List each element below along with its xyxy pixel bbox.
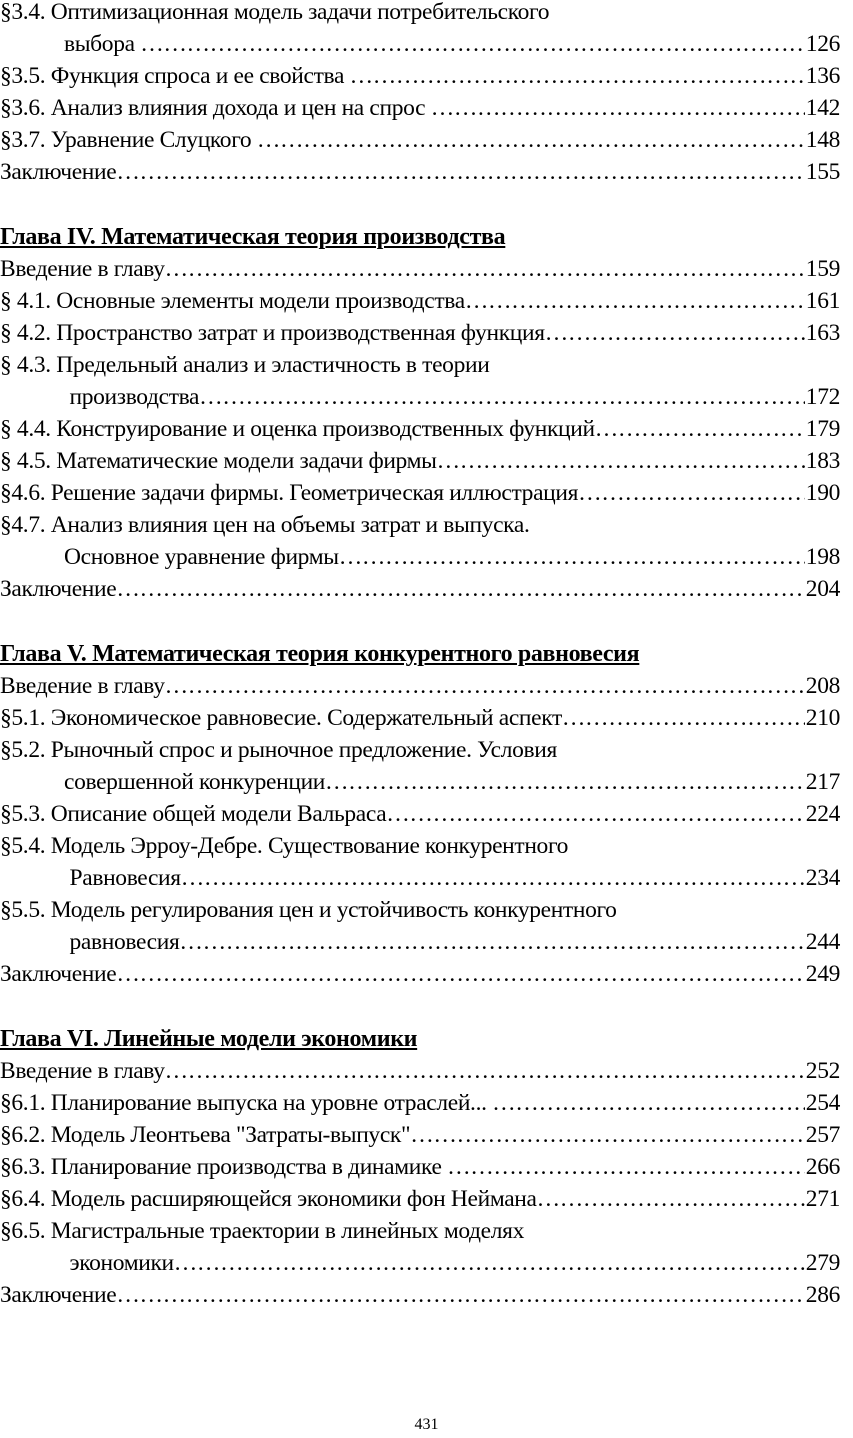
toc-entry [0,541,840,573]
toc-entry [0,798,840,830]
toc-entry-title: Глава VI. Линейные модели экономики [0,1026,418,1052]
toc-entry-title: §6.1. Планирование выпуска на уровне отраслей... [0,1090,493,1116]
dot-leader [179,926,804,958]
toc-entry-title: Заключение [0,576,117,602]
toc-entry-title: Введение в главу [0,1058,165,1084]
page-number: 431 [414,1416,439,1433]
toc-entry [0,958,840,990]
dot-leader [447,1151,805,1183]
dot-leader [116,1279,804,1311]
dot-leader [116,958,804,990]
toc-entry [0,413,840,445]
toc-entry-title: § 4.1. Основные элементы модели производства [0,288,465,314]
dot-leader [339,541,805,573]
toc-entry-page: 190 [805,480,840,506]
dot-leader [174,1247,805,1279]
toc-entry-title: Глава IV. Математическая теория производства [0,224,506,250]
blank-line [0,188,840,221]
toc-entry-title: Равновесия [64,865,181,891]
toc-entry-page: 252 [805,1058,840,1084]
toc-entry [0,766,840,798]
toc-entry-title: §5.5. Модель регулирования цен и устойчивость конкурентного [0,897,617,923]
toc-entry [0,509,840,541]
toc-entry [0,670,840,702]
dot-leader [165,670,805,702]
dot-leader [116,156,804,188]
toc-entry-title: Введение в главу [0,256,165,282]
toc-entry-page: 254 [805,1090,840,1116]
toc-entry-title: § 4.4. Конструирование и оценка производственных функций [0,416,595,442]
toc-entry [0,1215,840,1247]
dot-leader [350,60,805,92]
dot-leader [165,253,805,285]
toc-entry [0,1151,840,1183]
toc-entry-title: §5.3. Описание общей модели Вальраса [0,801,387,827]
dot-leader [410,1119,805,1151]
toc-entry [0,926,840,958]
dot-leader [140,28,805,60]
toc-entry-title: §3.7. Уравнение Слуцкого [0,127,257,153]
toc-entry-title: Заключение [0,159,117,185]
toc-entry-title: §6.3. Планирование производства в динамике [0,1154,448,1180]
toc-entry [0,734,840,766]
toc-entry-title: §6.5. Магистральные траектории в линейных моделях [0,1218,524,1244]
toc-entry-title: §4.7. Анализ влияния цен на объемы затрат и выпуска. [0,512,530,538]
toc-entry-page: 210 [805,705,840,731]
toc-entry-page: 249 [805,961,840,987]
toc-entry-title: производства [64,384,200,410]
toc-entry [0,253,840,285]
toc-entry-page: 159 [805,256,840,282]
toc-entry-title: § 4.3. Предельный анализ и эластичность в теории [0,352,490,378]
toc-entry-title: Основное уравнение фирмы [64,544,339,570]
toc-entry [0,92,840,124]
dot-leader [165,1055,805,1087]
chapter-heading [0,1023,840,1055]
toc-entry-title: §5.2. Рыночный спрос и рыночное предложение. Условия [0,737,557,763]
toc-entry-page: 279 [805,1250,840,1276]
toc-entry-page: 198 [805,544,840,570]
toc-entry-title: §6.4. Модель расширяющейся экономики фон Неймана [0,1186,537,1212]
dot-leader [325,766,805,798]
toc-entry [0,0,840,28]
toc-entry-title: § 4.5. Математические модели задачи фирмы [0,448,437,474]
dot-leader [386,798,805,830]
toc-entry-title: Заключение [0,961,117,987]
toc-entry-page: 208 [805,673,840,699]
toc-entry-page: 142 [805,95,840,121]
blank-line [0,990,840,1023]
dot-leader [545,317,805,349]
chapter-heading [0,638,840,670]
toc-entry-page: 244 [805,929,840,955]
toc-entry [0,445,840,477]
toc-entry [0,285,840,317]
toc-entry-page: 155 [805,159,840,185]
toc-entry-title: Введение в главу [0,673,165,699]
toc-entry [0,1055,840,1087]
toc-entry-page: 148 [805,127,840,153]
toc-entry [0,894,840,926]
toc-entry-page: 126 [805,31,840,57]
toc-entry-title: выбора [64,31,141,57]
dot-leader [199,381,805,413]
toc-entry [0,317,840,349]
toc-entry [0,830,840,862]
toc-entry-page: 136 [805,63,840,89]
toc-entry [0,381,840,413]
toc-entry-title: § 4.2. Пространство затрат и производственная функция [0,320,545,346]
toc-entry-page: 183 [805,448,840,474]
toc-entry-title: §3.5. Функция спроса и ее свойства [0,63,350,89]
dot-leader [537,1183,805,1215]
toc-entry-page: 172 [805,384,840,410]
toc-entry [0,702,840,734]
dot-leader [465,285,805,317]
toc-entry-page: 271 [805,1186,840,1212]
toc-entry [0,156,840,188]
toc-entry [0,60,840,92]
toc-entry-page: 161 [805,288,840,314]
toc-entry-page: 179 [805,416,840,442]
dot-leader [116,573,804,605]
toc-entry [0,862,840,894]
dot-leader [562,702,805,734]
toc-entry [0,1279,840,1311]
toc-entry-title: равновесия [64,929,180,955]
toc-entry-page: 266 [805,1154,840,1180]
toc-entry-title: Глава V. Математическая теория конкурентного равновесия [0,641,640,667]
toc-entry [0,1087,840,1119]
dot-leader [595,413,805,445]
toc-entry-title: §6.2. Модель Леонтьева "Затраты-выпуск" [0,1122,411,1148]
dot-leader [257,124,805,156]
dot-leader [492,1087,805,1119]
toc-entry [0,477,840,509]
toc-entry-title: Заключение [0,1282,117,1308]
toc-entry-page: 224 [805,801,840,827]
toc-entry-title: §5.1. Экономическое равновесие. Содержательный аспект [0,705,562,731]
chapter-heading [0,221,840,253]
toc-entry-page: 286 [805,1282,840,1308]
toc-entry-page: 257 [805,1122,840,1148]
dot-leader [181,862,805,894]
dot-leader [578,477,805,509]
toc-entry [0,1119,840,1151]
toc-entry-page: 204 [805,576,840,602]
toc-entry-title: совершенной конкуренции [64,769,326,795]
toc-entry [0,28,840,60]
dot-leader [437,445,805,477]
toc-entry-title: §5.4. Модель Эрроу-Дебре. Существование конкурентного [0,833,569,859]
toc-entry-title: §4.6. Решение задачи фирмы. Геометрическая иллюстрация [0,480,579,506]
toc-entry-page: 217 [805,769,840,795]
dot-leader [431,92,805,124]
toc-entry-title: §3.4. Оптимизационная модель задачи потребительского [0,0,550,25]
toc-entry-title: §3.6. Анализ влияния дохода и цен на спрос [0,95,431,121]
toc-entry-title: экономики [64,1250,174,1276]
toc-entry [0,124,840,156]
toc-entry-page: 234 [805,865,840,891]
toc-entry [0,573,840,605]
blank-line [0,605,840,638]
toc-entry-page: 163 [805,320,840,346]
toc-entry [0,349,840,381]
toc-entry [0,1247,840,1279]
toc-entry [0,1183,840,1215]
